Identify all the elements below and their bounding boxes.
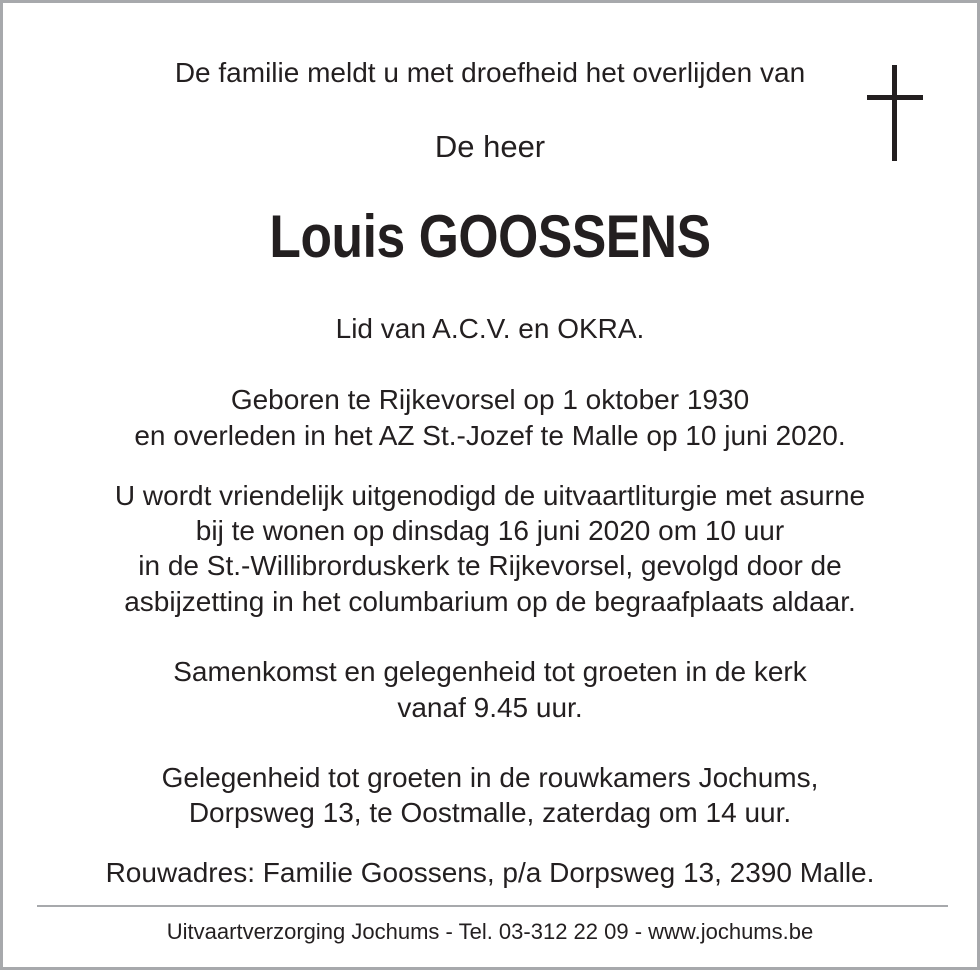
funeral-home-footer: Uitvaartverzorging Jochums - Tel. 03-312 22 09 - www.jochums.be <box>166 919 814 944</box>
salutation: De heer <box>434 129 546 164</box>
ceremony-line-3: in de St.-Willibrorduskerk te Rijkevorsel, gevolgd door de <box>138 550 842 581</box>
gathering-line-2: vanaf 9.45 uur. <box>397 692 583 723</box>
cross-icon-horizontal <box>867 95 923 100</box>
ceremony-line-1: U wordt vriendelijk uitgenodigd de uitvaartliturgie met asurne <box>114 480 866 511</box>
ceremony-line-4: asbijzetting in het columbarium op de begraafplaats aldaar. <box>124 586 856 617</box>
ceremony-line-2: bij te wonen op dinsdag 16 juni 2020 om 10 uur <box>195 515 785 546</box>
birth-line: Geboren te Rijkevorsel op 1 oktober 1930 <box>230 384 750 415</box>
intro-text: De familie meldt u met droefheid het overlijden van <box>174 57 806 88</box>
viewing-line-2: Dorpsweg 13, te Oostmalle, zaterdag om 14 uur. <box>188 797 792 828</box>
footer-divider <box>37 905 948 907</box>
mourning-address: Rouwadres: Familie Goossens, p/a Dorpsweg 13, 2390 Malle. <box>105 857 875 888</box>
death-line: en overleden in het AZ St.-Jozef te Malle op 10 juni 2020. <box>134 420 846 451</box>
viewing-line-1: Gelegenheid tot groeten in de rouwkamers Jochums, <box>161 762 819 793</box>
membership-text: Lid van A.C.V. en OKRA. <box>335 313 645 344</box>
deceased-name: Louis GOOSSENS <box>269 203 711 270</box>
gathering-line-1: Samenkomst en gelegenheid tot groeten in de kerk <box>173 656 807 687</box>
